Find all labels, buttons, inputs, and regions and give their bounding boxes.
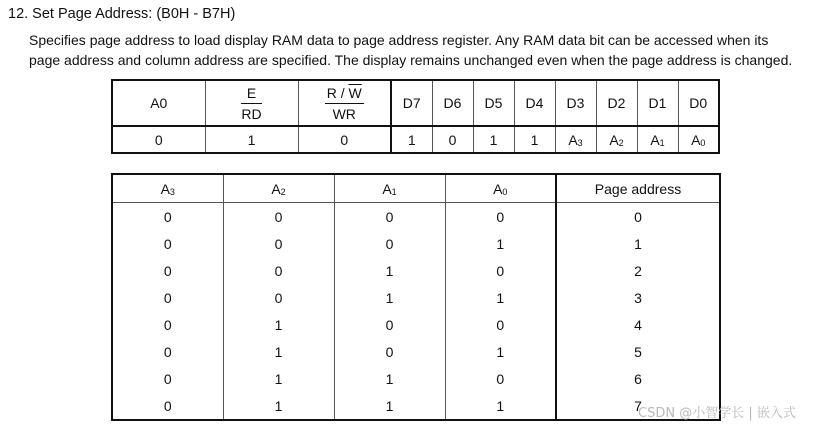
cell-a1: 1 — [334, 365, 445, 392]
value-d0-index: 0 — [700, 137, 706, 148]
cell-a0: 0 — [445, 311, 556, 338]
table-row — [112, 257, 720, 284]
header-wr: WR — [332, 105, 356, 122]
cell-a2: 0 — [223, 257, 334, 284]
header-a0: A0 — [112, 80, 205, 126]
value-d1-index: 1 — [659, 137, 665, 148]
cell-a2: 0 — [223, 284, 334, 311]
header-a1-index: 1 — [391, 186, 397, 197]
header-rw-wr — [298, 80, 391, 126]
instruction-header-row — [112, 80, 719, 126]
cell-a1: 0 — [334, 203, 445, 231]
description-line-2: page address and column address are specified. The display remains unchanged even when the page address is changed. — [29, 52, 793, 68]
value-d6: 0 — [432, 126, 473, 153]
cell-a3: 0 — [112, 203, 223, 231]
table-row — [112, 284, 720, 311]
cell-page: 4 — [556, 311, 720, 338]
value-rw: 0 — [298, 126, 391, 153]
cell-a1: 0 — [334, 311, 445, 338]
header-a3-index: 3 — [169, 186, 175, 197]
table-row — [112, 338, 720, 365]
table-row — [112, 392, 720, 420]
header-e-rd — [205, 80, 298, 126]
instruction-value-row — [112, 126, 719, 153]
cell-page: 6 — [556, 365, 720, 392]
value-e: 1 — [205, 126, 298, 153]
header-a1-letter: A — [382, 180, 392, 197]
cell-a0: 1 — [445, 338, 556, 365]
header-d5: D5 — [473, 80, 514, 126]
header-a3 — [112, 174, 223, 203]
cell-a2: 1 — [223, 338, 334, 365]
value-d1-letter: A — [650, 131, 660, 148]
value-d3-index: 3 — [577, 137, 583, 148]
cell-a0: 0 — [445, 257, 556, 284]
cell-a1: 0 — [334, 338, 445, 365]
cell-a2: 0 — [223, 230, 334, 257]
header-r: R / — [326, 84, 349, 101]
cell-a0: 0 — [445, 365, 556, 392]
value-a0: 0 — [112, 126, 205, 153]
header-a2-index: 2 — [280, 186, 286, 197]
header-a0-letter: A — [493, 180, 503, 197]
table-row — [112, 311, 720, 338]
cell-a3: 0 — [112, 338, 223, 365]
cell-a2: 0 — [223, 203, 334, 231]
value-d1 — [637, 126, 678, 153]
instruction-table — [111, 79, 720, 154]
cell-a3: 0 — [112, 284, 223, 311]
value-d7: 1 — [391, 126, 432, 153]
cell-a0: 1 — [445, 284, 556, 311]
watermark: CSDN @小智学长 | 嵌入式 — [638, 406, 796, 421]
table-row — [112, 365, 720, 392]
cell-page: 2 — [556, 257, 720, 284]
cell-a2: 1 — [223, 392, 334, 420]
cell-a3: 0 — [112, 230, 223, 257]
value-d2 — [596, 126, 637, 153]
cell-a1: 0 — [334, 230, 445, 257]
value-d2-index: 2 — [618, 137, 624, 148]
page-address-table — [111, 173, 721, 421]
cell-a0: 1 — [445, 230, 556, 257]
cell-a1: 1 — [334, 392, 445, 420]
cell-page: 1 — [556, 230, 720, 257]
header-d0: D0 — [678, 80, 719, 126]
value-d3 — [555, 126, 596, 153]
value-d5: 1 — [473, 126, 514, 153]
cell-a1: 1 — [334, 284, 445, 311]
header-d1: D1 — [637, 80, 678, 126]
header-a1 — [334, 174, 445, 203]
header-a0-index: 0 — [502, 186, 508, 197]
cell-page: 5 — [556, 338, 720, 365]
table-row — [112, 230, 720, 257]
value-d4: 1 — [514, 126, 555, 153]
header-d2: D2 — [596, 80, 637, 126]
header-d3: D3 — [555, 80, 596, 126]
cell-a0: 0 — [445, 203, 556, 231]
page-table-body — [112, 203, 720, 421]
cell-a2: 1 — [223, 365, 334, 392]
header-w-bar: $\overline{W}$ — [348, 84, 362, 101]
header-d4: D4 — [514, 80, 555, 126]
header-a2 — [223, 174, 334, 203]
description-line-1: Specifies page address to load display RAM data to page address register. Any RAM data bit can be accessed when its — [29, 32, 769, 48]
value-d3-letter: A — [568, 131, 578, 148]
cell-page: 3 — [556, 284, 720, 311]
header-a0-bit — [445, 174, 556, 203]
cell-a3: 0 — [112, 257, 223, 284]
section-description — [29, 30, 792, 70]
value-d2-letter: A — [609, 131, 619, 148]
value-d0 — [678, 126, 719, 153]
value-d0-letter: A — [691, 131, 701, 148]
header-page-address: Page address — [556, 174, 720, 203]
page-table-header-row — [112, 174, 720, 203]
cell-a3: 0 — [112, 365, 223, 392]
table-row — [112, 203, 720, 231]
cell-a3: 0 — [112, 311, 223, 338]
cell-a2: 1 — [223, 311, 334, 338]
cell-page: 0 — [556, 203, 720, 231]
cell-a3: 0 — [112, 392, 223, 420]
header-rd: RD — [241, 105, 262, 122]
header-a3-letter: A — [160, 180, 170, 197]
section-title: 12. Set Page Address: (B0H - B7H) — [8, 6, 236, 22]
header-e: E — [241, 84, 261, 104]
cell-a1: 1 — [334, 257, 445, 284]
cell-a0: 1 — [445, 392, 556, 420]
cell-page: 7 — [556, 392, 720, 420]
header-a2-letter: A — [271, 180, 281, 197]
header-d6: D6 — [432, 80, 473, 126]
header-d7: D7 — [391, 80, 432, 126]
